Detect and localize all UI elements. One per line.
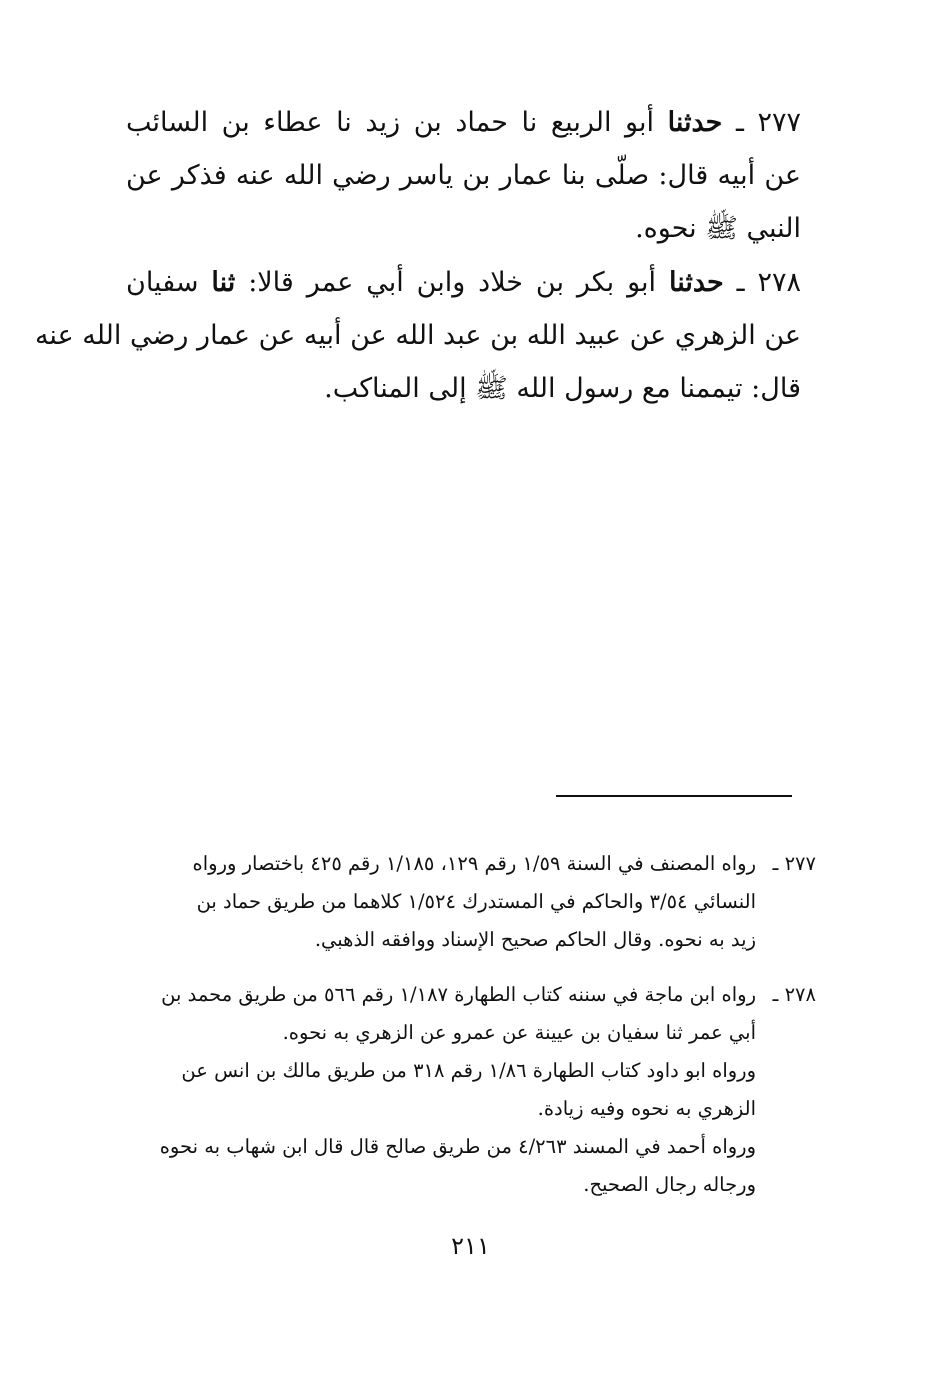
- footnote-277-line-2: النسائي ٣/٥٤ والحاكم في المستدرك ١/٥٢٤ كلاهما من طريق حماد بن: [196, 890, 756, 913]
- footnote-278-line-5: ورواه أحمد في المسند ٤/٢٦٣ من طريق صالح قال قال ابن شهاب به نحوه: [159, 1135, 756, 1158]
- footnote-number: ٢٧٧ ـ: [772, 852, 816, 875]
- hadith-277-line-1: [126, 96, 801, 149]
- footnote-277-line-1: [126, 845, 816, 883]
- hadith-text: أبو بكر بن خلاد وابن أبي عمر قالا:: [248, 267, 657, 298]
- hadith-277-line-3: النبي ﷺ نحوه.: [635, 213, 801, 244]
- hadith-text-end: سفيان: [126, 267, 199, 298]
- footnote-277-line-3: زيد به نحوه. وقال الحاكم صحيح الإسناد ووافقه الذهبي.: [314, 928, 756, 951]
- footnote-text: رواه ابن ماجة في سننه كتاب الطهارة ١/١٨٧ رقم ٥٦٦ من طريق محمد بن: [161, 983, 756, 1006]
- hadith-278-line-1: [126, 256, 801, 309]
- hadith-278-line-2: عن الزهري عن عبيد الله بن عبد الله عن أبيه عن عمار رضي الله عنه: [34, 320, 801, 351]
- hadith-278-line-3: قال: تيممنا مع رسول الله ﷺ إلى المناكب.: [324, 373, 801, 404]
- hadith-keyword: حدثنا: [667, 107, 723, 138]
- hadith-number: ٢٧٨ ـ: [736, 267, 801, 298]
- footnote-278-line-3: ورواه ابو داود كتاب الطهارة ١/٨٦ رقم ٣١٨ من طريق مالك بن انس عن: [181, 1059, 756, 1082]
- footnote-separator: [556, 795, 792, 797]
- hadith-number: ٢٧٧ ـ: [735, 107, 801, 138]
- hadith-277-line-2: عن أبيه قال: صلّى بنا عمار بن ياسر رضي الله عنه فذكر عن: [126, 160, 801, 191]
- hadith-keyword: حدثنا: [668, 267, 724, 298]
- footnote-278-line-1: [126, 976, 816, 1014]
- hadith-text: أبو الربيع نا حماد بن زيد نا عطاء بن السائب: [126, 107, 655, 138]
- footnote-278-line-4: الزهري به نحوه وفيه زيادة.: [537, 1097, 756, 1120]
- footnote-278-line-6: ورجاله رجال الصحيح.: [583, 1173, 756, 1196]
- hadith-278: [34, 256, 801, 415]
- footnote-number: ٢٧٨ ـ: [772, 983, 816, 1006]
- hadith-277: [126, 96, 801, 255]
- footnote-278-line-2: أبي عمر ثنا سفيان بن عيينة عن عمرو عن الزهري به نحوه.: [282, 1021, 756, 1044]
- page-number: ٢١١: [451, 1232, 490, 1260]
- hadith-keyword-2: ثنا: [211, 267, 236, 298]
- footnote-277: [126, 845, 816, 959]
- footnote-text: رواه المصنف في السنة ١/٥٩ رقم ١٢٩، ١/١٨٥ رقم ٤٢٥ باختصار ورواه: [192, 852, 756, 875]
- footnote-278: [126, 976, 816, 1204]
